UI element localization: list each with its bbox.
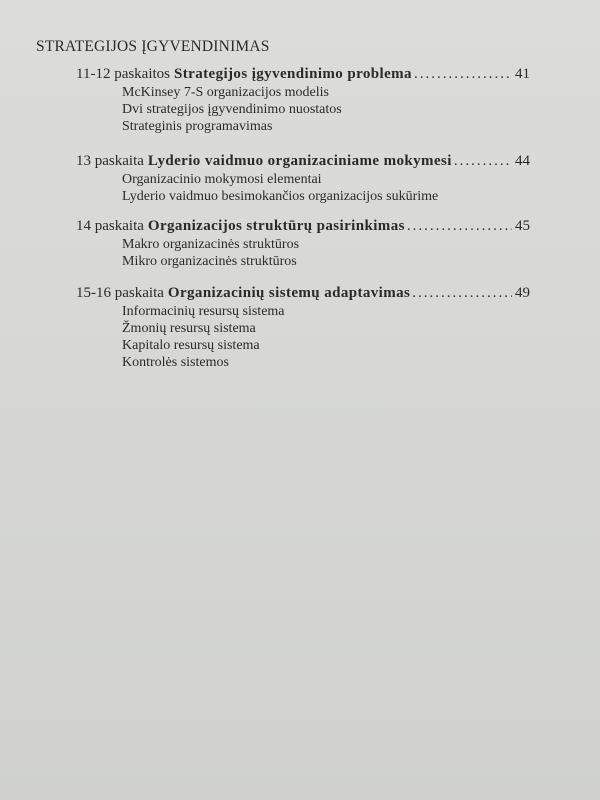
toc-entry-heading	[76, 66, 530, 83]
subitem: Dvi strategijos įgyvendinimo nuostatos	[122, 102, 342, 117]
dot-leader	[412, 285, 512, 302]
toc-entry-heading	[76, 218, 530, 235]
page-number: 49	[515, 285, 530, 301]
subitem-list	[122, 171, 530, 205]
toc-entry	[76, 285, 530, 371]
toc-entry	[76, 153, 530, 205]
page-number: 45	[515, 218, 530, 234]
page-number: 41	[515, 66, 530, 82]
subitem-list	[122, 84, 530, 135]
subitem: Kapitalo resursų sistema	[122, 338, 260, 353]
toc-entry-heading	[76, 285, 530, 302]
subitem-list	[122, 303, 530, 371]
lecture-title: Organizacinių sistemų adaptavimas	[167, 285, 411, 301]
subitem: Lyderio vaidmuo besimokančios organizacijos sukūrime	[122, 189, 439, 204]
lecture-title: Organizacijos struktūrų pasirinkimas	[147, 218, 405, 234]
lecture-number: 11-12 paskaitos	[76, 66, 171, 82]
lecture-number: 15-16 paskaita	[76, 285, 164, 301]
lecture-title: Strategijos įgyvendinimo problema	[174, 66, 412, 82]
page-number: 44	[515, 153, 530, 169]
subitem: Informacinių resursų sistema	[122, 304, 285, 319]
lecture-title: Lyderio vaidmuo organizaciniame mokymesi	[147, 153, 452, 169]
subitem: Žmonių resursų sistema	[122, 321, 256, 336]
lecture-number: 13 paskaita	[76, 153, 144, 169]
section-title: STRATEGIJOS ĮGYVENDINIMAS	[36, 38, 270, 55]
dot-leader	[454, 153, 512, 170]
subitem: Organizacinio mokymosi elementai	[122, 172, 322, 187]
subitem: McKinsey 7-S organizacijos modelis	[122, 85, 329, 100]
subitem-list	[122, 236, 530, 270]
toc-entry-heading	[76, 153, 530, 170]
subitem: Kontrolės sistemos	[122, 355, 229, 370]
subitem: Mikro organizacinės struktūros	[122, 254, 297, 269]
subitem: Makro organizacinės struktūros	[122, 237, 300, 252]
dot-leader	[414, 66, 512, 83]
subitem: Strateginis programavimas	[122, 119, 273, 134]
toc-entry	[76, 66, 530, 135]
dot-leader	[407, 218, 512, 235]
toc-entry	[76, 218, 530, 270]
lecture-number: 14 paskaita	[76, 218, 144, 234]
